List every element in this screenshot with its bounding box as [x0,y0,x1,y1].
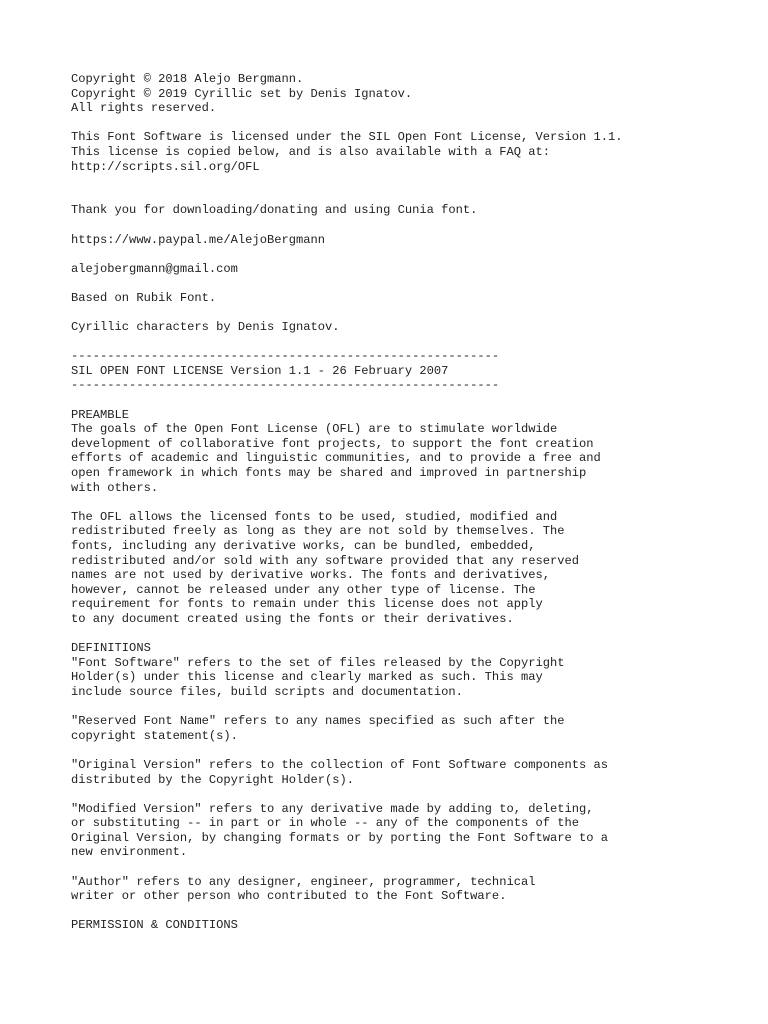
definition-line: Original Version, by changing formats or by porting the Font Software to a [71,830,609,845]
definition-line: or substituting -- in part or in whole -- any of the components of the [71,816,580,831]
definition-line: "Reserved Font Name" refers to any names specified as such after the [71,714,565,729]
definition-line: distributed by the Copyright Holder(s). [71,772,355,787]
email-block [71,262,751,277]
paypal-block [71,233,751,248]
rule-divider: ----------------------------------------------------------- [71,349,500,364]
thanks-block [71,203,751,218]
license-header [71,349,751,393]
copyright-line: Copyright © 2019 Cyrillic set by Denis Ignatov. [71,86,413,101]
paragraph-line: to any document created using the fonts or their derivatives. [71,611,514,626]
paragraph-line: requirement for fonts to remain under this license does not apply [71,597,543,612]
definition-author [71,875,751,904]
section-heading-definitions: DEFINITIONS [71,641,151,656]
paragraph-line: redistributed and/or sold with any software provided that any reserved [71,553,580,568]
definition-line: Holder(s) under this license and clearly marked as such. This may [71,670,543,685]
section-heading-permission: PERMISSION & CONDITIONS [71,918,238,933]
definition-line: new environment. [71,845,188,860]
definition-line: "Font Software" refers to the set of files released by the Copyright [71,655,565,670]
section-heading-preamble: PREAMBLE [71,407,130,422]
definition-line: writer or other person who contributed to the Font Software. [71,889,507,904]
definition-original-version [71,758,751,787]
cyrillic-credit-block [71,320,751,335]
definition-line: "Modified Version" refers to any derivative made by adding to, deleting, [71,801,594,816]
paragraph-line: development of collaborative font projects, to support the font creation [71,436,594,451]
definitions-section [71,641,751,699]
paragraph-line: redistributed freely as long as they are not sold by themselves. The [71,524,565,539]
rule-divider: ----------------------------------------------------------- [71,378,500,393]
author-email: alejobergmann@gmail.com [71,261,238,276]
paragraph-line: The OFL allows the licensed fonts to be used, studied, modified and [71,509,558,524]
license-notice-block [71,130,751,174]
paragraph-line: with others. [71,480,159,495]
preamble-paragraph-2 [71,510,751,627]
paragraph-line: names are not used by derivative works. The fonts and derivatives, [71,568,550,583]
copyright-line: Copyright © 2018 Alejo Bergmann. [71,72,304,86]
definition-reserved-font-name [71,714,751,743]
paragraph-line: however, cannot be released under any other type of license. The [71,582,536,597]
based-on-block [71,291,751,306]
definition-line: copyright statement(s). [71,728,238,743]
rights-reserved-line: All rights reserved. [71,101,217,116]
paragraph-line: fonts, including any derivative works, can be bundled, embedded, [71,539,536,553]
license-notice-line: This license is copied below, and is also available with a FAQ at: [71,144,550,159]
license-notice-line: This Font Software is licensed under the SIL Open Font License, Version 1.1. [71,130,623,145]
paypal-link: https://www.paypal.me/AlejoBergmann [71,232,326,247]
definition-line: "Original Version" refers to the collection of Font Software components as [71,757,609,772]
paragraph-line: The goals of the Open Font License (OFL) are to stimulate worldwide [71,422,558,437]
definition-modified-version [71,802,751,860]
thanks-line: Thank you for downloading/donating and using Cunia font. [71,203,478,218]
cyrillic-credit-line: Cyrillic characters by Denis Ignatov. [71,320,340,335]
definition-line: include source files, build scripts and documentation. [71,684,463,699]
ofl-url: http://scripts.sil.org/OFL [71,159,260,174]
based-on-line: Based on Rubik Font. [71,290,217,305]
copyright-block [71,72,751,116]
preamble-section [71,408,751,496]
definition-line: "Author" refers to any designer, engineer, programmer, technical [71,874,536,889]
permission-section [71,918,751,933]
paragraph-line: open framework in which fonts may be shared and improved in partnership [71,466,587,481]
paragraph-line: efforts of academic and linguistic communities, and to provide a free and [71,451,601,466]
license-title: SIL OPEN FONT LICENSE Version 1.1 - 26 February 2007 [71,363,449,378]
license-document [71,72,751,948]
